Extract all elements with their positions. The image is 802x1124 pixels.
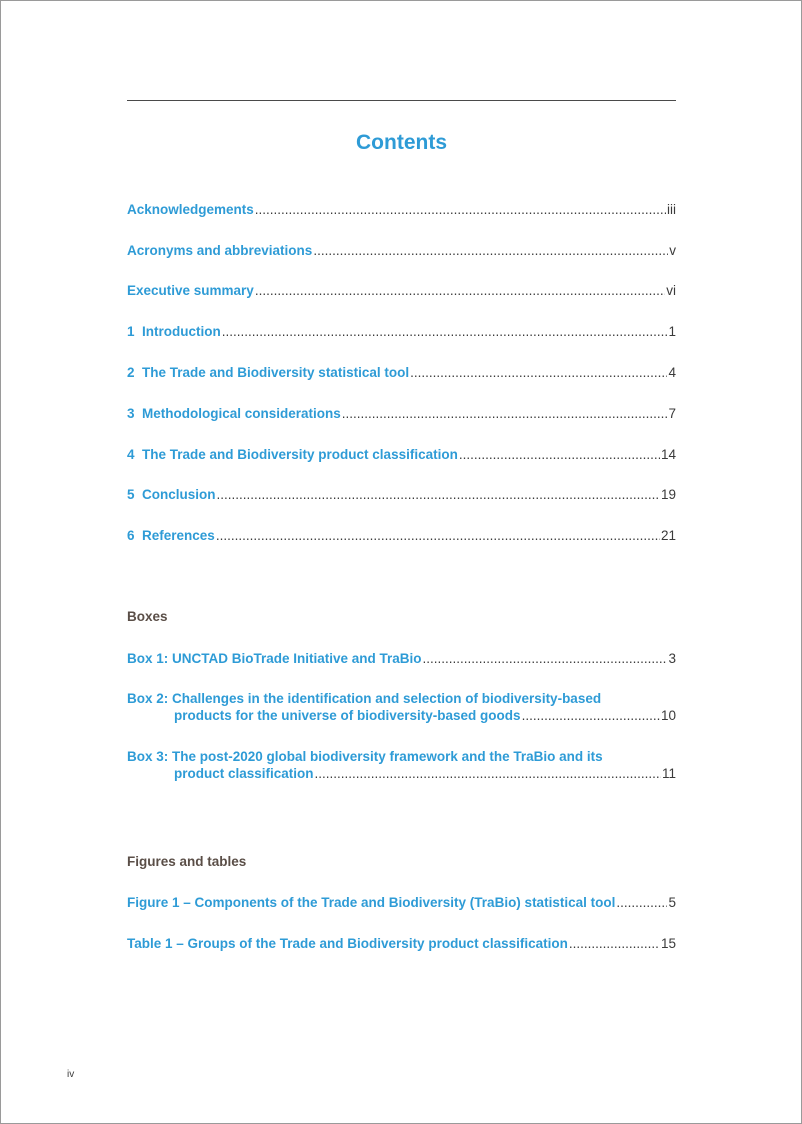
toc-entry-label: Acronyms and abbreviations bbox=[127, 243, 313, 258]
toc-entry-label: 5 Conclusion bbox=[127, 487, 216, 502]
toc-entry-page: 19 bbox=[660, 487, 676, 502]
toc-entry-label: 6 References bbox=[127, 528, 215, 543]
dot-leader bbox=[410, 364, 667, 381]
toc-entry-page: 7 bbox=[668, 406, 676, 421]
box-entry-label-line2: product classification bbox=[174, 766, 314, 781]
toc-entry-page: 21 bbox=[660, 528, 676, 543]
box-entry-label-line2: products for the universe of biodiversity-based goods bbox=[174, 708, 521, 723]
box-entry-2[interactable] bbox=[127, 690, 676, 724]
table-entry-label: Table 1 – Groups of the Trade and Biodiversity product classification bbox=[127, 936, 568, 951]
dot-leader bbox=[255, 201, 666, 218]
toc-entry-acknowledgements[interactable] bbox=[127, 201, 676, 218]
box-entry-page: 10 bbox=[660, 708, 676, 723]
dot-leader bbox=[313, 242, 668, 259]
dot-leader bbox=[315, 765, 661, 782]
toc-entry-label: 1 Introduction bbox=[127, 324, 221, 339]
page-title: Contents bbox=[356, 131, 447, 154]
toc-entry-label: Executive summary bbox=[127, 283, 254, 298]
toc-entry-page: vi bbox=[666, 283, 676, 298]
figure-entry-label: Figure 1 – Components of the Trade and Biodiversity (TraBio) statistical tool bbox=[127, 895, 616, 910]
toc-entry-page: v bbox=[669, 243, 676, 258]
dot-leader bbox=[569, 935, 660, 952]
toc-entry-page: iii bbox=[667, 202, 676, 217]
toc-entry-executive-summary[interactable] bbox=[127, 282, 676, 299]
box-entry-label: Box 1: UNCTAD BioTrade Initiative and TraBio bbox=[127, 651, 422, 666]
figure-entry-page: 5 bbox=[668, 895, 676, 910]
toc-entry-label: Acknowledgements bbox=[127, 202, 254, 217]
toc-entry-methodological[interactable] bbox=[127, 405, 676, 422]
table-entry-1[interactable] bbox=[127, 935, 676, 952]
dot-leader bbox=[255, 282, 665, 299]
box-entry-page: 11 bbox=[661, 766, 676, 781]
box-entry-label-line1: Box 3: The post-2020 global biodiversity framework and the TraBio and its bbox=[127, 749, 603, 764]
dot-leader bbox=[217, 486, 660, 503]
dot-leader bbox=[216, 527, 660, 544]
table-entry-page: 15 bbox=[660, 936, 676, 951]
box-entry-label-line1: Box 2: Challenges in the identification and selection of biodiversity-based bbox=[127, 691, 602, 706]
toc-entry-product-classification[interactable] bbox=[127, 446, 676, 463]
box-entry-page: 3 bbox=[668, 651, 676, 666]
boxes-heading: Boxes bbox=[127, 609, 168, 624]
toc-entry-page: 1 bbox=[668, 324, 676, 339]
box-entry-1[interactable] bbox=[127, 650, 676, 667]
page-number: iv bbox=[67, 1069, 75, 1080]
box-entry-3[interactable] bbox=[127, 748, 676, 782]
figures-heading: Figures and tables bbox=[127, 854, 247, 869]
top-rule bbox=[127, 100, 676, 101]
dot-leader bbox=[459, 446, 660, 463]
dot-leader bbox=[522, 707, 660, 724]
toc-entry-label: 3 Methodological considerations bbox=[127, 406, 341, 421]
dot-leader bbox=[342, 405, 668, 422]
toc-entry-references[interactable] bbox=[127, 527, 676, 544]
toc-entry-page: 14 bbox=[660, 447, 676, 462]
toc-entry-page: 4 bbox=[668, 365, 676, 380]
toc-entry-conclusion[interactable] bbox=[127, 486, 676, 503]
figure-entry-1[interactable] bbox=[127, 894, 676, 911]
toc-entry-statistical-tool[interactable] bbox=[127, 364, 676, 381]
toc-entry-label: 4 The Trade and Biodiversity product classification bbox=[127, 447, 458, 462]
dot-leader bbox=[616, 894, 667, 911]
toc-entry-introduction[interactable] bbox=[127, 323, 676, 340]
dot-leader bbox=[423, 650, 668, 667]
toc-entry-acronyms[interactable] bbox=[127, 242, 676, 259]
dot-leader bbox=[222, 323, 668, 340]
toc-entry-label: 2 The Trade and Biodiversity statistical tool bbox=[127, 365, 410, 380]
